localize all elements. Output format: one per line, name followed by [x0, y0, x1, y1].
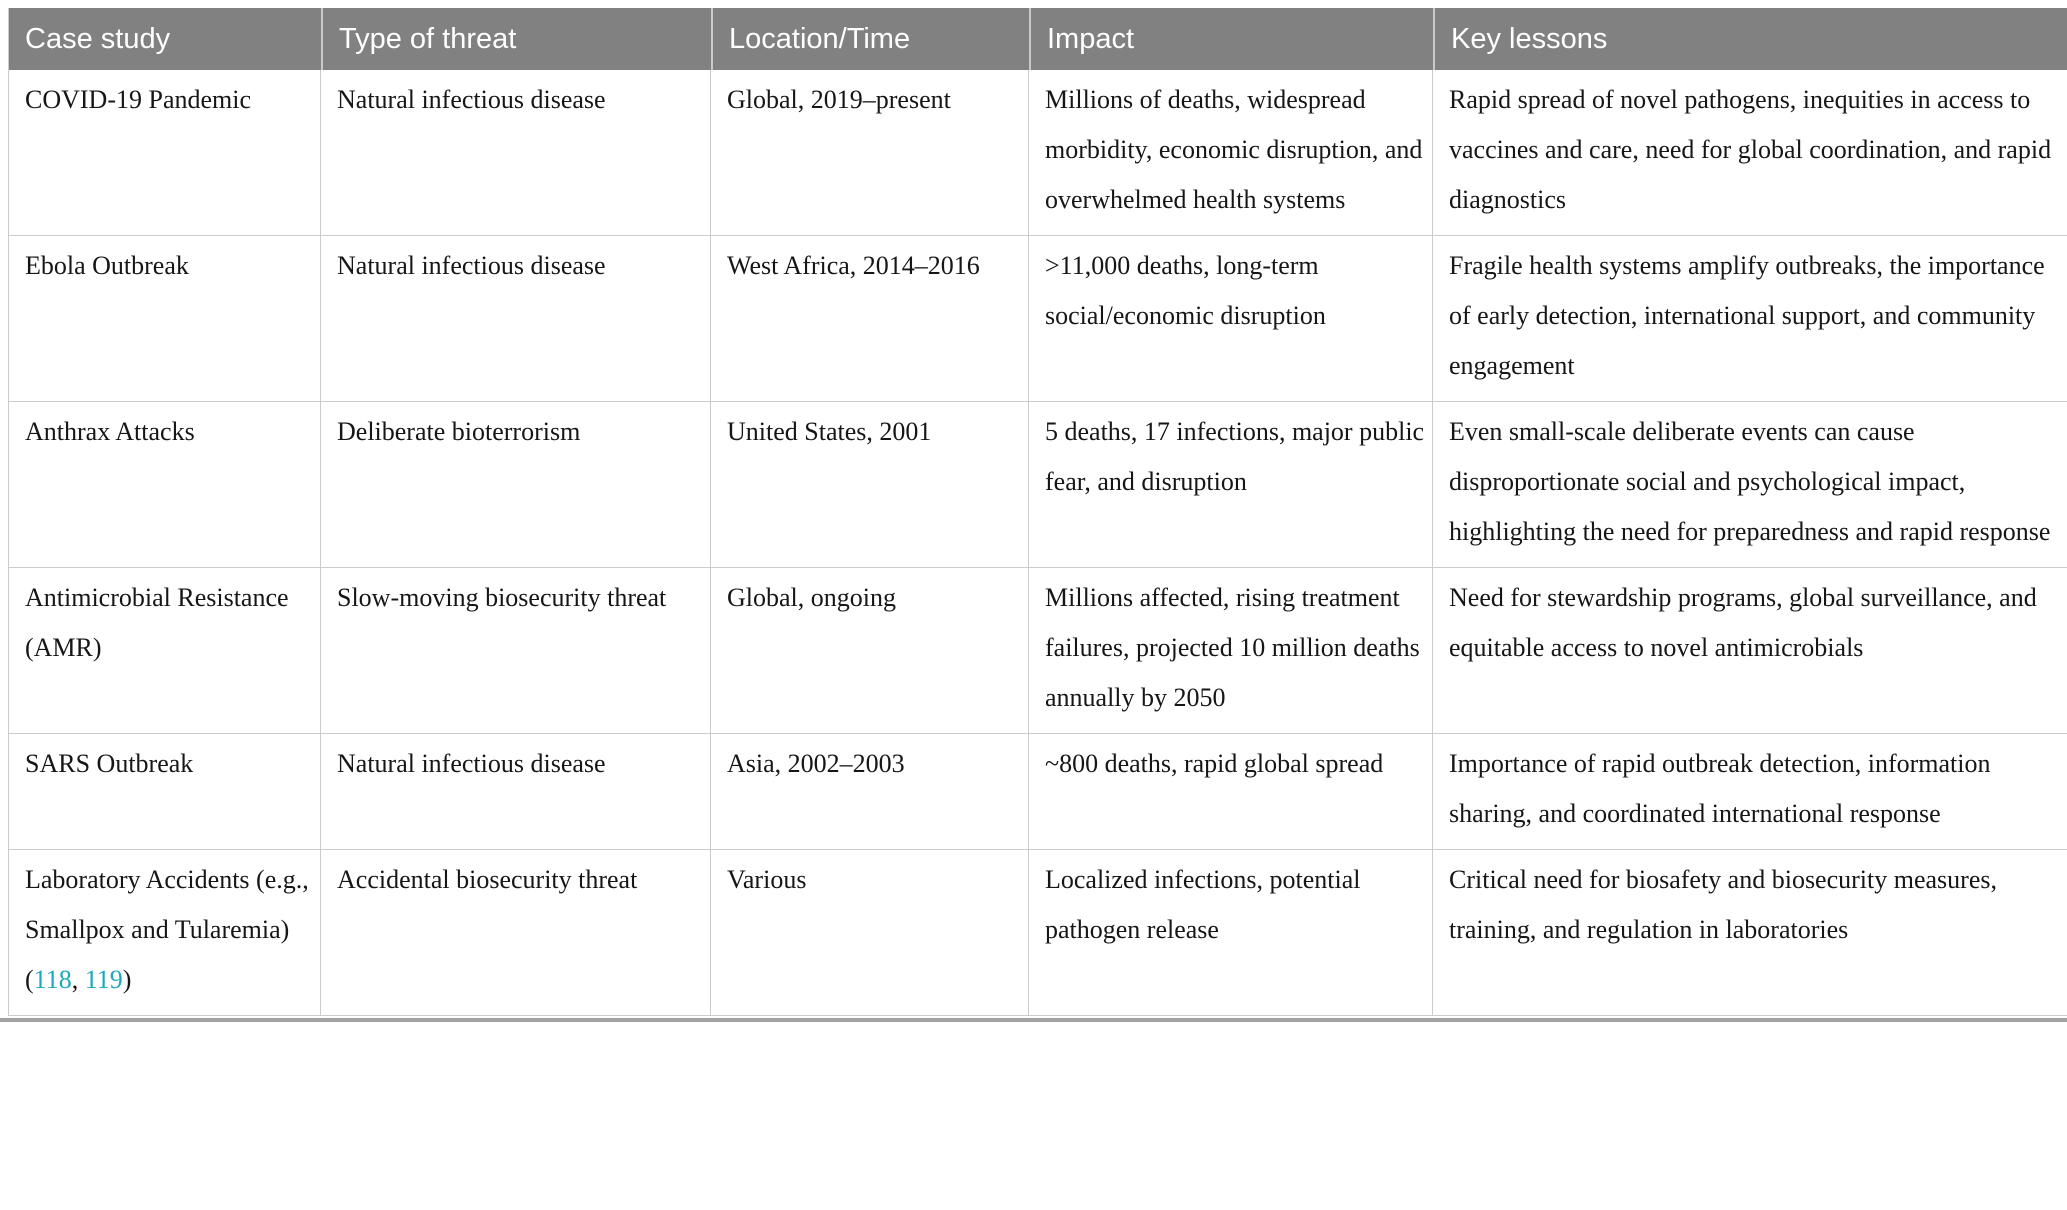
cell-location-time: Global, 2019–present [711, 70, 1029, 236]
cell-case-study: SARS Outbreak [9, 734, 321, 850]
table-row-sars [9, 734, 2067, 850]
cell-key-lessons: Importance of rapid outbreak detection, information sharing, and coordinated international response [1433, 734, 2067, 850]
cell-location-time: United States, 2001 [711, 402, 1029, 568]
cell-key-lessons: Need for stewardship programs, global surveillance, and equitable access to novel antimicrobials [1433, 568, 2067, 734]
cell-key-lessons: Fragile health systems amplify outbreaks, the importance of early detection, international support, and community engagement [1433, 236, 2067, 402]
column-header-key-lessons: Key lessons [1433, 8, 2067, 70]
cell-case-study: Ebola Outbreak [9, 236, 321, 402]
column-header-location-time: Location/Time [711, 8, 1029, 70]
cell-case-study: Antimicrobial Resistance (AMR) [9, 568, 321, 734]
cell-key-lessons: Rapid spread of novel pathogens, inequities in access to vaccines and care, need for global coordination, and rapid diagnostics [1433, 70, 2067, 236]
cell-type-of-threat: Deliberate bioterrorism [321, 402, 711, 568]
table-row-covid19 [9, 70, 2067, 236]
cell-impact: 5 deaths, 17 infections, major public fear, and disruption [1029, 402, 1433, 568]
cell-impact: >11,000 deaths, long-term social/economic disruption [1029, 236, 1433, 402]
cell-type-of-threat: Accidental biosecurity threat [321, 850, 711, 1016]
cell-location-time: Asia, 2002–2003 [711, 734, 1029, 850]
case-study-text-suffix: ) [122, 965, 132, 994]
cell-key-lessons: Critical need for biosafety and biosecurity measures, training, and regulation in laboratories [1433, 850, 2067, 1016]
table-row-anthrax [9, 402, 2067, 568]
column-header-type-of-threat: Type of threat [321, 8, 711, 70]
cell-location-time: Global, ongoing [711, 568, 1029, 734]
cell-type-of-threat: Slow-moving biosecurity threat [321, 568, 711, 734]
cell-key-lessons: Even small-scale deliberate events can cause disproportionate social and psychological impact, highlighting the need for preparedness and rapid response [1433, 402, 2067, 568]
table-bottom-border [0, 1018, 2067, 1022]
case-study-text: Laboratory Accidents (e.g., Smallpox and Tularemia) ( [25, 865, 309, 994]
citation-link-118[interactable]: 118 [33, 965, 72, 994]
cell-case-study: Anthrax Attacks [9, 402, 321, 568]
cell-impact: Localized infections, potential pathogen release [1029, 850, 1433, 1016]
table-row-amr [9, 568, 2067, 734]
table-row-ebola [9, 236, 2067, 402]
cell-impact: Millions of deaths, widespread morbidity, economic disruption, and overwhelmed health systems [1029, 70, 1433, 236]
cell-type-of-threat: Natural infectious disease [321, 70, 711, 236]
case-studies-table [8, 8, 2067, 1016]
cell-location-time: Various [711, 850, 1029, 1016]
citation-link-119[interactable]: 119 [84, 965, 123, 994]
table-header-row [9, 8, 2067, 70]
table-row-laboratory-accidents [9, 850, 2067, 1016]
cell-location-time: West Africa, 2014–2016 [711, 236, 1029, 402]
citation-separator: , [71, 965, 85, 994]
cell-type-of-threat: Natural infectious disease [321, 236, 711, 402]
cell-case-study [9, 850, 321, 1016]
cell-impact: Millions affected, rising treatment failures, projected 10 million deaths annually by 2050 [1029, 568, 1433, 734]
cell-type-of-threat: Natural infectious disease [321, 734, 711, 850]
column-header-case-study: Case study [9, 8, 321, 70]
column-header-impact: Impact [1029, 8, 1433, 70]
cell-impact: ~800 deaths, rapid global spread [1029, 734, 1433, 850]
cell-case-study: COVID-19 Pandemic [9, 70, 321, 236]
